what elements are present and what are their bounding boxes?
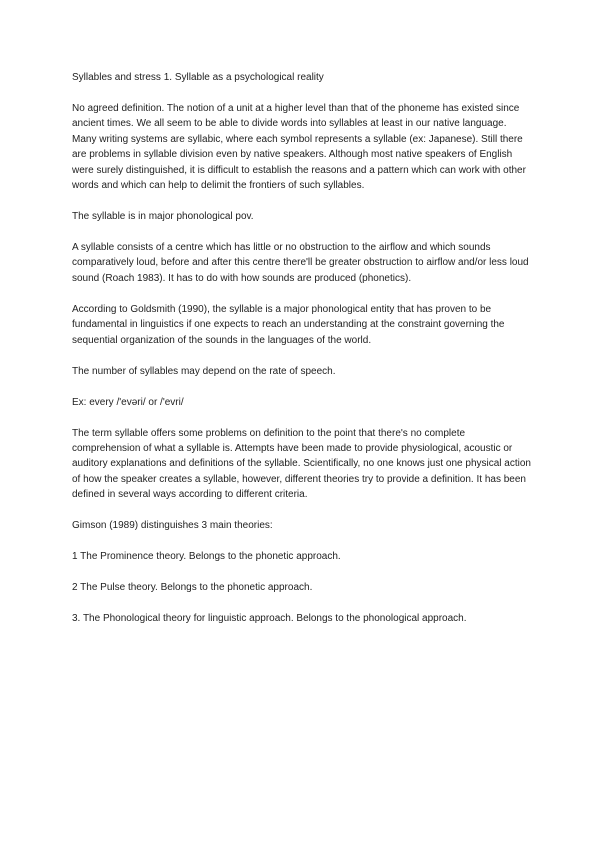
list-item-prominence-theory: 1 The Prominence theory. Belongs to the phonetic approach. — [72, 551, 341, 563]
paragraph-gimson: Gimson (1989) distinguishes 3 main theories: — [72, 520, 273, 532]
paragraph-example: Ex: every /'evəri/ or /'evri/ — [72, 396, 184, 408]
paragraph-phonological-pov: The syllable is in major phonological pov. — [72, 211, 254, 223]
document-title: Syllables and stress 1. Syllable as a psychological reality — [72, 72, 324, 83]
paragraph-rate-of-speech: The number of syllables may depend on the rate of speech. — [72, 365, 336, 377]
paragraph-roach: A syllable consists of a centre which has little or no obstruction to the airflow and which sounds comparatively loud, before and after this centre there'll be greater obstruction to airflow and/or less loud sound (Roach 1983). It has to do with how sounds are produced (phonetics). — [72, 242, 529, 284]
list-item-pulse-theory: 2 The Pulse theory. Belongs to the phonetic approach. — [72, 582, 313, 594]
document-body — [72, 70, 532, 642]
list-item-phonological-theory: 3. The Phonological theory for linguistic approach. Belongs to the phonological approach. — [72, 613, 467, 625]
paragraph-term-syllable: The term syllable offers some problems on definition to the point that there's no complete comprehension of what a syllable is. Attempts have been made to provide physiological, acoustic or auditory explanations and definitions of the syllable. Scientifically, no one knows just one physical action of how the speaker creates a syllable, however, different theories try to provide a definition. It has been defined in several ways according to different criteria. — [72, 427, 531, 501]
paragraph-definition: No agreed definition. The notion of a unit at a higher level than that of the phoneme has existed since ancient times. We all seem to be able to divide words into syllables at least in our native language. Many writing systems are syllabic, where each symbol represents a syllable (ex: Japanese). Still there are problems in syllable division even by native speakers. Although most native speakers of English were surely distinguished, it is difficult to establish the reasons and a pattern which can work with other words and which can help to delimit the frontiers of such syllables. — [72, 103, 526, 192]
paragraph-goldsmith: According to Goldsmith (1990), the syllable is a major phonological entity that has proven to be fundamental in linguistics if one expects to reach an understanding at the constraint governing the sequential organization of the sounds in the languages of the world. — [72, 303, 505, 346]
